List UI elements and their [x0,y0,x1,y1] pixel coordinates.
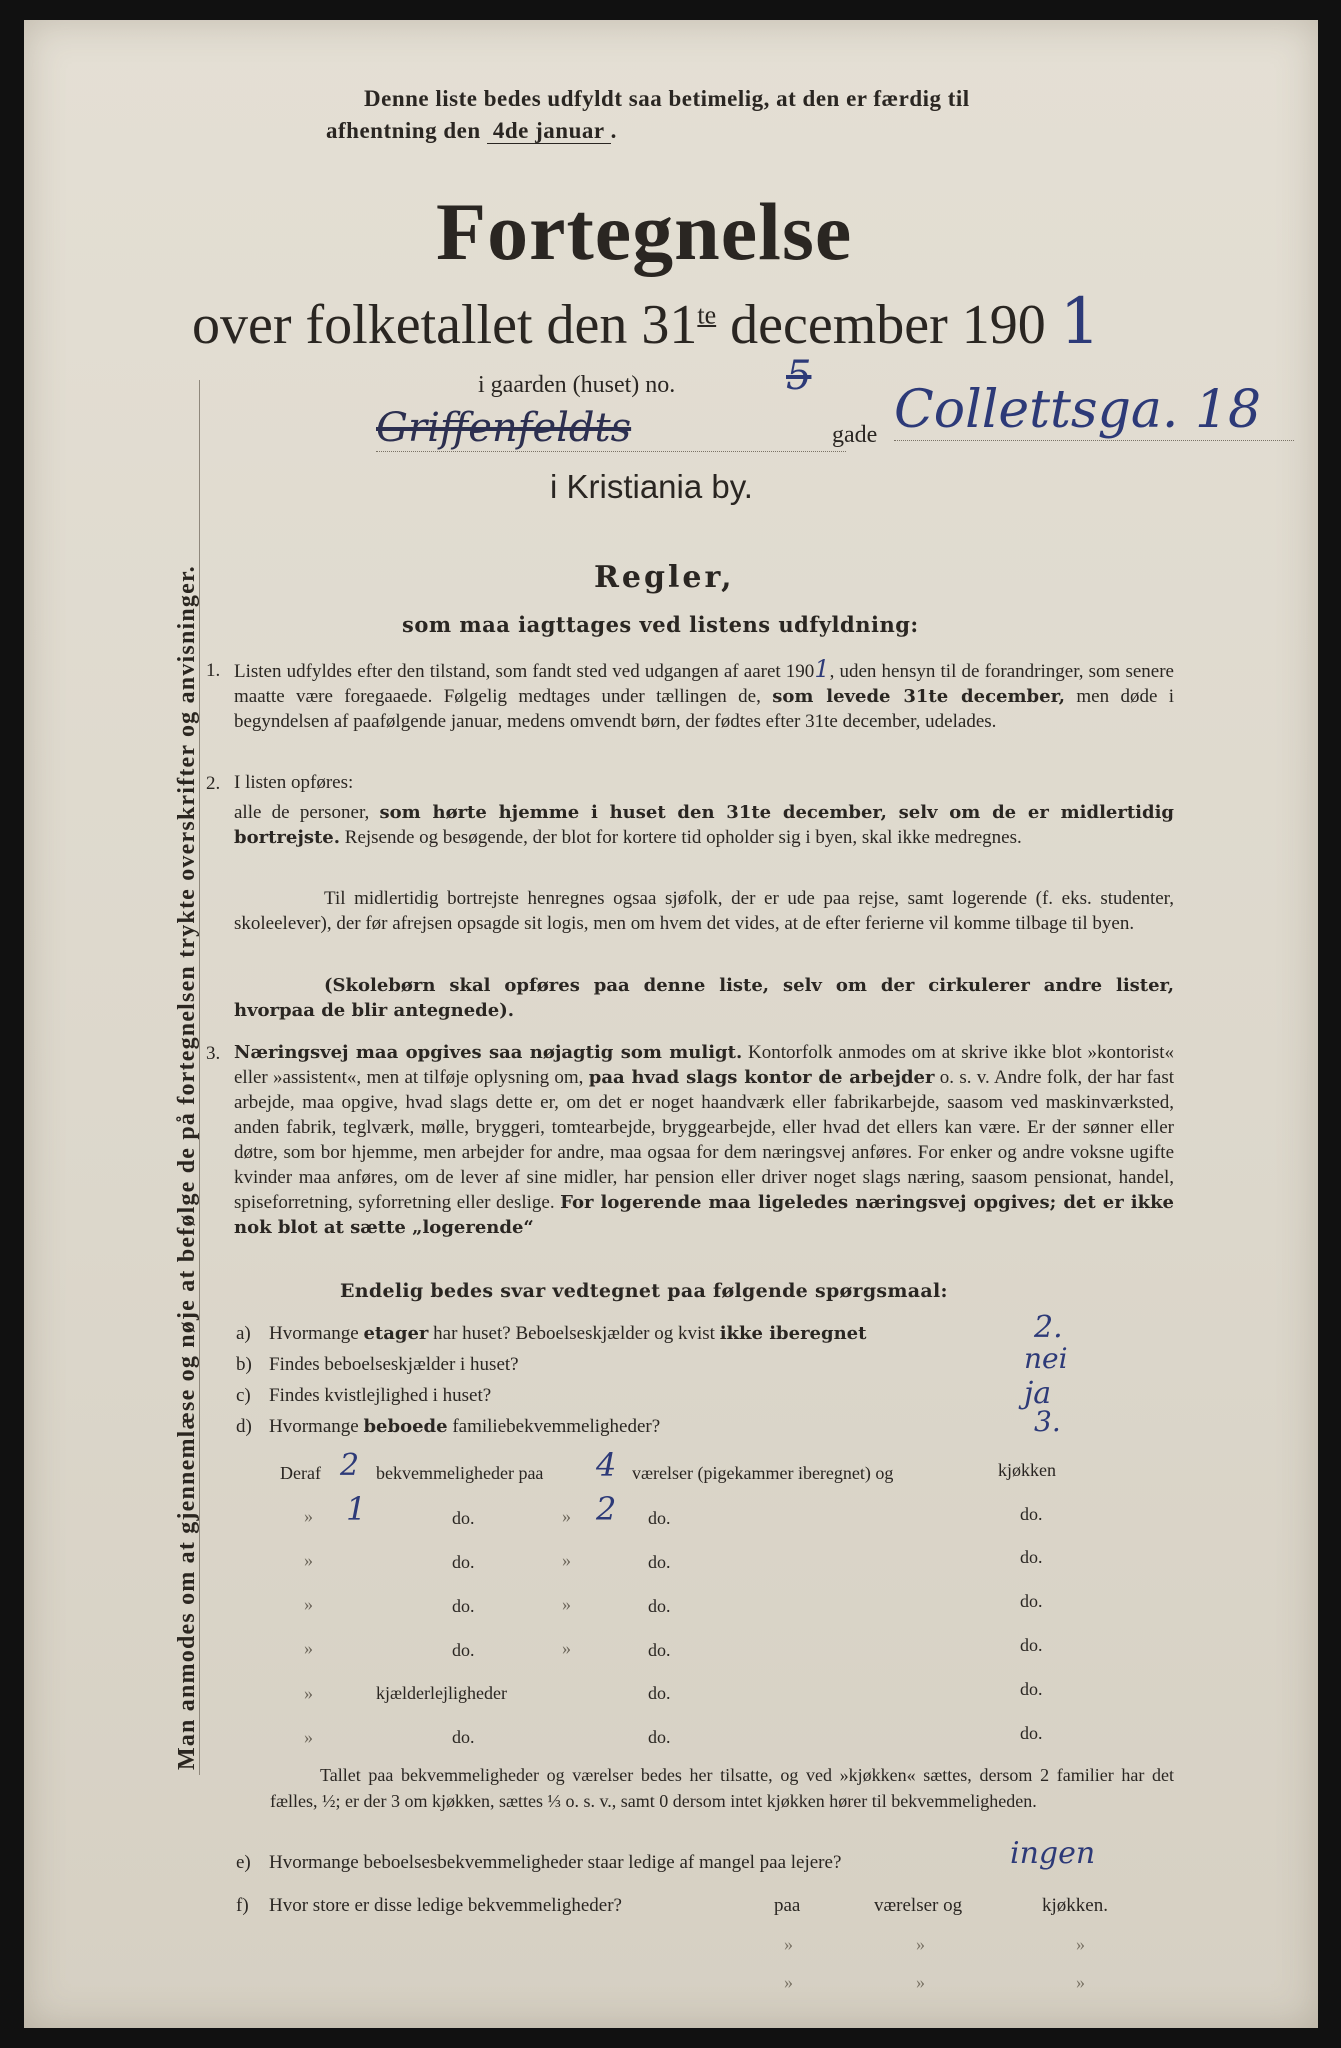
question-b-label: b) [236,1354,252,1375]
question-c-label: c) [236,1385,251,1406]
rule-3-bold-1: Næringsvej maa opgives saa nøjagtig som muligt. [234,1042,743,1063]
rule-2-part-b: Rejsende og besøgende, der blot for kortere tid opholder sig i byen, skal ikke medregnes. [344,827,1022,848]
pickup-date: 4de januar [487,118,611,144]
page-subtitle [192,285,1101,359]
question-d-bold: beboede [363,1416,448,1437]
answer-d-handwritten: 3. [1034,1405,1061,1438]
f-row-3-mark-1: » [784,1972,793,1992]
kjaelder-label: kjælderlejligheder [376,1683,507,1703]
row-5-do-2: do. [648,1640,671,1660]
gade-label: gade [832,422,878,448]
rule-2-paragraph-3 [234,973,1174,1023]
row-3-do-2: do. [648,1552,671,1572]
row-4-do-1: do. [452,1596,475,1616]
row-7-do-3: do. [1020,1723,1043,1743]
row-4-do-3: do. [1020,1591,1043,1611]
row-4-mark: » [304,1594,313,1614]
question-f-text: Hvor store er disse ledige bekvemmeligheder? [269,1895,622,1916]
row-7-mark: » [304,1727,313,1747]
question-e-text: Hvormange beboelsesbekvemmeligheder staar ledige af mangel paa lejere? [269,1852,842,1873]
row-3-do-1: do. [452,1552,475,1572]
question-f-kjokken: kjøkken. [1042,1895,1108,1916]
rule-1-year-handwritten: 1 [814,655,830,683]
questions-heading: Endelig bedes svar vedtegnet paa følgende spørgsmaal: [340,1280,948,1302]
rules-heading: Regler, [594,560,735,595]
question-a-pre: Hvormange [269,1323,359,1344]
city-label: i Kristiania by. [550,468,753,505]
row-6-mark: » [304,1683,313,1703]
deraf-label: Deraf [280,1463,321,1483]
table-note: Tallet paa bekvemmeligheder og værelser bedes her tilsatte, og ved »kjøkken« sættes, dersom 2 familier har det fælles, ½; er der 3 om kjøkken, sættes ⅓ o. s. v., samt 0 dersom intet kjøkken hører til bekvemmeligheden. [270,1765,1174,1811]
row-1-count-handwritten: 2 [340,1448,360,1483]
question-b-text: Findes beboelseskjælder i huset? [269,1354,519,1375]
row-4-mark-2: » [562,1594,571,1614]
rule-3-bold-3: For logerende maa ligeledes næringsvej opgives; det er ikke nok blot at sætte „logerende“ [234,1192,1174,1238]
pickup-note-line1: Denne liste bedes udfyldt saa betimelig, at den er færdig til [364,86,970,111]
question-a-bold-2: ikke iberegnet [719,1323,867,1344]
answer-a-handwritten: 2. [1034,1310,1063,1345]
row-6-do-3: do. [1020,1679,1043,1699]
answer-c-handwritten: ja [1024,1376,1052,1411]
question-d-post: familiebekvemmeligheder? [452,1416,661,1437]
house-number-handwritten: 5 [786,353,812,399]
rule-3-number: 3. [206,1043,221,1064]
pickup-note-line2 [326,118,1026,144]
row-2-rooms-handwritten: 2 [596,1490,617,1528]
row-6-do-2: do. [648,1683,671,1703]
f-row-2-mark-3: » [1076,1934,1085,1954]
rules-subheading: som maa iagttages ved listens udfyldning: [402,612,919,637]
row-1-rooms-handwritten: 4 [596,1446,617,1484]
rule-1-part-a: Listen udfyldes efter den tilstand, som fandt sted ved udgangen af aaret 190 [234,661,815,682]
question-a-bold: etager [363,1323,429,1344]
page-title: Fortegnelse [436,186,853,277]
row-2-mark-2: » [562,1506,571,1526]
question-d-text [269,1416,660,1438]
pickup-note-pre: afhentning den [326,118,481,143]
row-3-mark-2: » [562,1550,571,1570]
row-2-mark: » [304,1506,313,1526]
question-f-paa: paa [774,1895,801,1916]
question-a-mid: har huset? Beboelseskjælder og kvist [433,1323,715,1344]
rule-1-number: 1. [206,660,221,681]
rule-2-text [234,800,1174,850]
rule-2-part-a: alle de personer, [234,802,370,823]
row-4-do-2: do. [648,1596,671,1616]
f-row-2-mark-2: » [916,1934,925,1954]
street-handwritten: Collettsga. 18 [894,380,1294,441]
rule-1-part-c: men døde i begyndelsen af paafølgende januar, medens omvendt børn, der fødtes efter 31te december, udelades. [234,686,1175,732]
row-7-do-2: do. [648,1727,671,1747]
question-a-text [269,1323,866,1345]
sidebar-instruction: Man anmodes om at gjennemlæse og nøje at befølge de på fortegnelsen trykte overskrifter og anvisninger. [174,565,200,1770]
rule-1-part-b: , uden hensyn til de forandringer, som senere maatte være foregaaede. Følgelig medtages under tællingen de, [234,661,1174,707]
row-3-mark: » [304,1550,313,1570]
question-e-label: e) [236,1852,251,1873]
rule-3-part-a: Kontorfolk anmodes om at skrive ikke blot »kontorist« eller »assistent«, men at tilføje oplysning om, [234,1042,1174,1088]
rule-3-part-b: o. s. v. Andre folk, der har fast arbejde, maa opgive, hvad slags dette er, om det er noget haandværk eller fabrikarbejde, saasom ved maskinværksted, anden fabrik, teglværk, mølle, bryggeri, tomtearbejde, bryggearbejde, eller hvad det ellers kan være. Er der sønner eller døtre, som bor hjemme, men arbejder for andre, maa ogsaa for dem næringsvej anføres. For enker og andre voksne ugifte kvinder maa anføres, om de lever af sine midler, har pension eller driver noget slags næring, saasom pensionat, handel, spiseforretning, syforretning eller deslige. [234,1067,1174,1213]
census-form-page [24,20,1318,2028]
row-2-do-2: do. [648,1508,671,1528]
f-row-3-mark-2: » [916,1972,925,1992]
rule-3-text [234,1040,1174,1240]
rule-3-bold-2: paa hvad slags kontor de arbejder [588,1067,935,1088]
rule-2-bold: som hørte hjemme i huset den 31te december, selv om de er midlertidig bortrejste. [234,802,1175,848]
gaarden-label: i gaarden (huset) no. [478,372,676,398]
row-2-do-3: do. [1020,1504,1043,1524]
question-f-label: f) [236,1895,249,1916]
rule-2-number: 2. [206,773,221,794]
subtitle-post: december 190 [716,294,1046,356]
rule-1-text [234,657,1174,734]
rule-1-bold: som levede 31te december, [772,686,1066,707]
row-2-do-1: do. [452,1508,475,1528]
subtitle-sup: te [697,300,717,330]
row-5-mark: » [304,1638,313,1658]
bekvemmeligheder-label: bekvemmeligheder paa [376,1463,544,1483]
kjokken-header: kjøkken [998,1460,1056,1480]
row-5-do-3: do. [1020,1635,1043,1655]
row-2-count-handwritten: 1 [346,1490,367,1528]
row-7-do-1: do. [452,1727,475,1747]
question-d-pre: Hvormange [269,1416,359,1437]
street-struck-handwritten: Griffenfeldts [376,405,846,452]
subtitle-pre: over folketallet den 31 [192,294,698,356]
f-row-3-mark-3: » [1076,1972,1085,1992]
f-row-2-mark-1: » [784,1934,793,1954]
answer-e-handwritten: ingen [1010,1836,1096,1871]
row-5-do-1: do. [452,1640,475,1660]
pickup-note-post: . [610,118,617,143]
question-f-vaerelser: værelser og [874,1895,963,1916]
rule-2-paragraph-3-bold: (Skolebørn skal opføres paa denne liste, selv om der cirkulerer andre lister, hvorpaa de blir antegnede). [234,975,1174,1021]
answer-b-handwritten: nei [1024,1342,1068,1375]
row-3-do-3: do. [1020,1547,1043,1567]
question-d-label: d) [236,1416,252,1437]
row-5-mark-2: » [562,1638,571,1658]
vaerelser-label: værelser (pigekammer iberegnet) og [632,1463,894,1483]
question-c-text: Findes kvistlejlighed i huset? [269,1385,492,1406]
rule-2-paragraph-2: Til midlertidig bortrejste henregnes ogsaa sjøfolk, der er ude paa rejse, samt logerende (f. eks. studenter, skoleelever), der før afrejsen opsagde sit logis, men om hvem det vides, at de efter ferierne vil komme tilbage til byen. [234,888,1174,934]
rule-2-intro: I listen opføres: [234,772,354,793]
year-handwritten: 1 [1059,285,1101,359]
question-a-label: a) [236,1323,251,1344]
